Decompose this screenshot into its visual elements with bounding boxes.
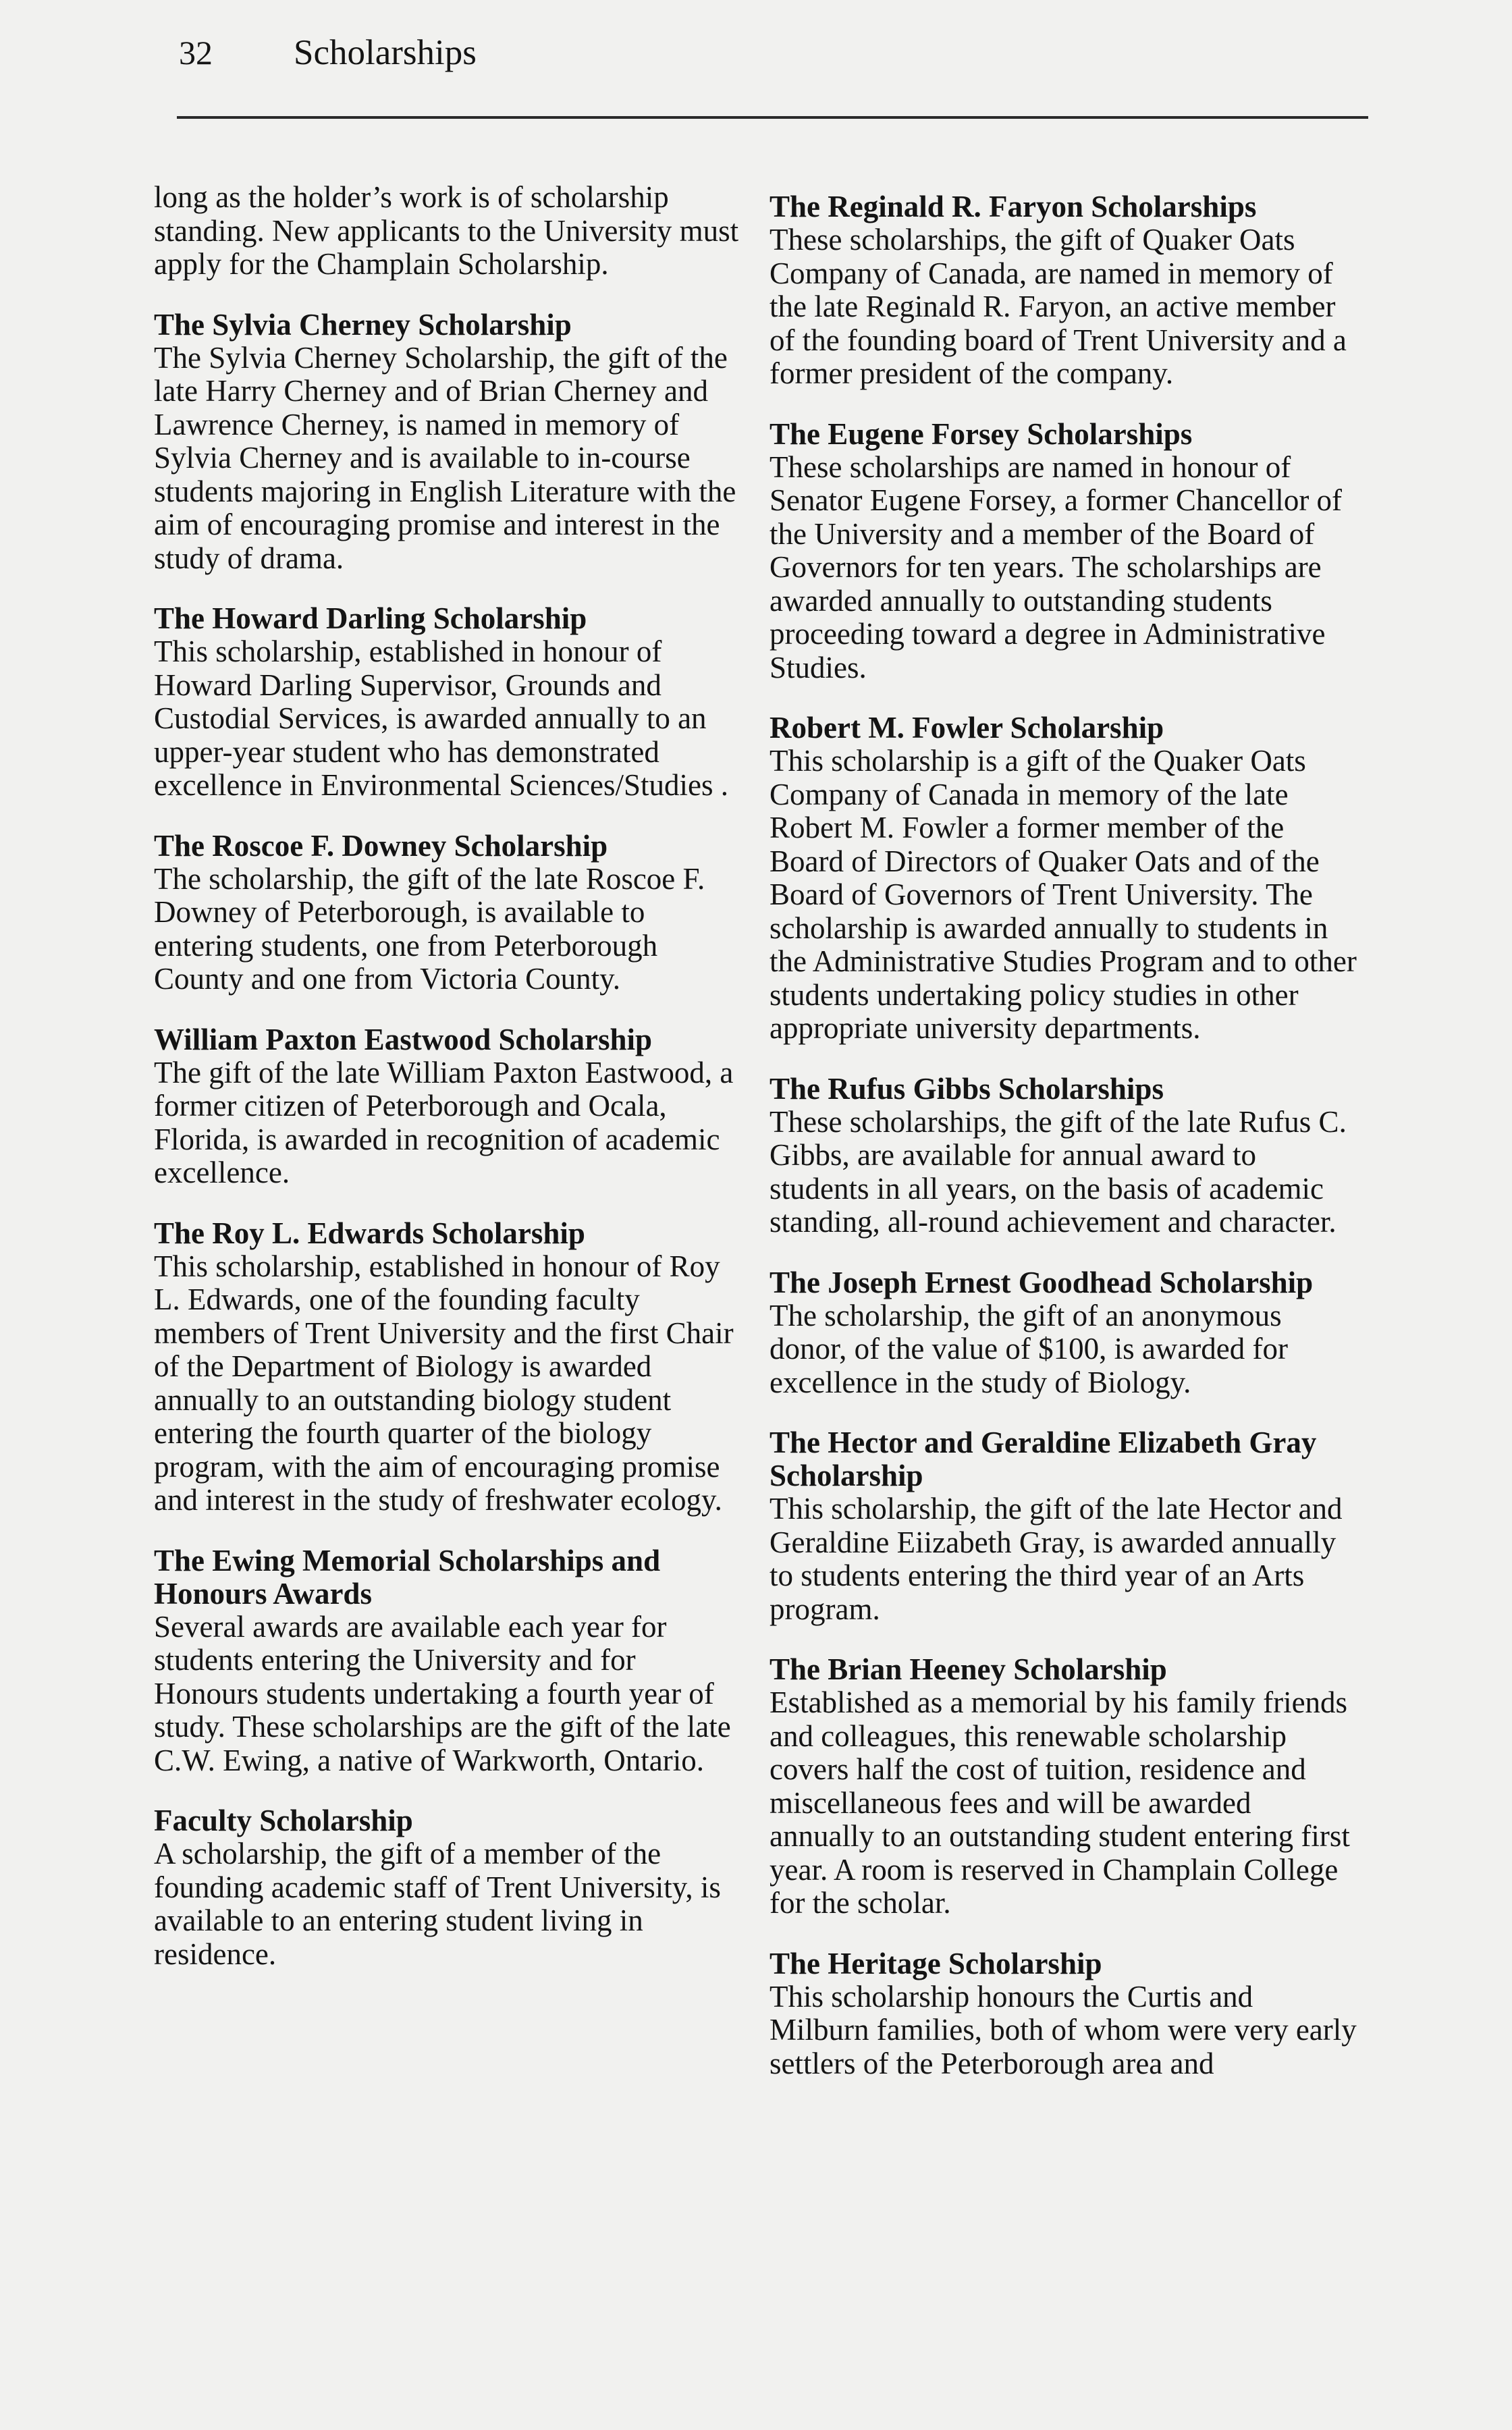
scholarship-entry bbox=[154, 1023, 741, 1190]
scholarship-description: These scholarships, the gift of Quaker Oats Company of Canada, are named in memory of the late Reginald R. Faryon, an active member of the founding board of Trent University and a former president of the company. bbox=[770, 223, 1347, 390]
scholarship-description: The scholarship, the gift of an anonymous donor, of the value of $100, is awarded for excellence in the study of Biology. bbox=[770, 1298, 1288, 1399]
scholarship-title: The Hector and Geraldine Elizabeth Gray Scholarship bbox=[770, 1426, 1317, 1492]
scholarship-title: The Heritage Scholarship bbox=[770, 1946, 1102, 1980]
continuation-text: long as the holder’s work is of scholarship standing. New applicants to the University must apply for the Champlain Scholarship. bbox=[154, 180, 739, 281]
scholarship-description: This scholarship, established in honour of Howard Darling Supervisor, Grounds and Custodial Services, is awarded annually to an upper-year student who has demonstrated excellence in Environmental Sciences/Studies . bbox=[154, 634, 728, 802]
scholarship-title: The Brian Heeney Scholarship bbox=[770, 1652, 1167, 1686]
scholarship-entry bbox=[154, 1217, 741, 1517]
scholarship-title: The Howard Darling Scholarship bbox=[154, 601, 587, 635]
scholarship-description: This scholarship, established in honour of Roy L. Edwards, one of the founding faculty members of Trent University and the first Chair of the Department of Biology is awarded annually to an outstanding biology student entering the fourth quarter of the biology program, with the aim of encouraging promise and interest in the study of freshwater ecology. bbox=[154, 1249, 734, 1517]
scholarship-title: The Reginald R. Faryon Scholarships bbox=[770, 190, 1257, 223]
left-column bbox=[154, 181, 741, 1998]
scholarship-entry bbox=[770, 1266, 1357, 1400]
scholarship-description: The Sylvia Cherney Scholarship, the gift of the late Harry Cherney and of Brian Cherney and Lawrence Cherney, is named in memory of Sylvia Cherney and is available to in-course students majoring in English Literature with the aim of encouraging promise and interest in the study of drama. bbox=[154, 340, 736, 575]
scholarship-description: The gift of the late William Paxton Eastwood, a former citizen of Peterborough and Ocala, Florida, is awarded in recognition of academic excellence. bbox=[154, 1055, 734, 1189]
scholarship-entry bbox=[770, 1653, 1357, 1920]
scholarship-description: This scholarship, the gift of the late Hector and Geraldine Eiizabeth Gray, is awarded annually to students entering the third year of an Arts program. bbox=[770, 1492, 1343, 1626]
scholarship-title: The Eugene Forsey Scholarships bbox=[770, 416, 1193, 451]
header-rule bbox=[177, 116, 1368, 119]
scholarship-entry bbox=[154, 308, 741, 576]
scholarship-entry bbox=[770, 1426, 1357, 1626]
scholarship-title: The Roscoe F. Downey Scholarship bbox=[154, 828, 608, 863]
page-number: 32 bbox=[179, 34, 213, 72]
scholarship-description: These scholarships are named in honour of Senator Eugene Forsey, a former Chancellor of the University and a member of the Board of Governors for ten years. The scholarships are awarded annually to outstanding students proceeding toward a degree in Administrative Studies. bbox=[770, 450, 1343, 684]
scholarship-entry bbox=[770, 418, 1357, 685]
scholarship-title: The Roy L. Edwards Scholarship bbox=[154, 1216, 585, 1250]
page-header bbox=[179, 32, 477, 73]
scholarship-entry bbox=[770, 1073, 1357, 1239]
scholarship-title: William Paxton Eastwood Scholarship bbox=[154, 1022, 653, 1056]
scholarship-title: Robert M. Fowler Scholarship bbox=[770, 711, 1164, 745]
scholarship-entry bbox=[154, 1544, 741, 1778]
scholarship-entry bbox=[154, 1804, 741, 1971]
right-column bbox=[770, 190, 1357, 2107]
scholarship-title: Faculty Scholarship bbox=[154, 1804, 413, 1837]
scholarship-description: Established as a memorial by his family friends and colleagues, this renewable scholarship covers half the cost of tuition, residence and miscellaneous fees and will be awarded annually to an outstanding student entering first year. A room is reserved in Champlain College for the scholar. bbox=[770, 1685, 1350, 1920]
scholarship-title: The Sylvia Cherney Scholarship bbox=[154, 307, 572, 342]
scholarship-entry bbox=[770, 190, 1357, 391]
scholarship-entry bbox=[770, 711, 1357, 1046]
scholarship-entry bbox=[154, 830, 741, 996]
scholarship-description: These scholarships, the gift of the late Rufus C. Gibbs, are available for annual award to students in all years, on the basis of academic standing, all-round achievement and character. bbox=[770, 1104, 1347, 1239]
scholarship-entry bbox=[770, 1947, 1357, 2081]
scholarship-description: A scholarship, the gift of a member of the founding academic staff of Trent University, is available to an entering student living in residence. bbox=[154, 1837, 721, 1971]
scholarship-title: The Rufus Gibbs Scholarships bbox=[770, 1071, 1164, 1106]
scholarship-description: This scholarship honours the Curtis and Milburn families, both of whom were very early settlers of the Peterborough area and bbox=[770, 1979, 1357, 2080]
scholarship-title: The Ewing Memorial Scholarships and Honours Awards bbox=[154, 1543, 661, 1611]
running-head: Scholarships bbox=[294, 33, 477, 72]
scholarship-description: This scholarship is a gift of the Quaker Oats Company of Canada in memory of the late Robert M. Fowler a former member of the Board of Directors of Quaker Oats and of the Board of Governors of Trent University. The scholarship is awarded annually to students in the Administrative Studies Program and to other students undertaking policy studies in other appropriate university departments. bbox=[770, 744, 1357, 1045]
scholarship-entry bbox=[154, 602, 741, 803]
scholarship-description: The scholarship, the gift of the late Roscoe F. Downey of Peterborough, is available to entering students, one from Peterborough County and one from Victoria County. bbox=[154, 861, 705, 996]
scholarship-title: The Joseph Ernest Goodhead Scholarship bbox=[770, 1265, 1314, 1299]
scholarship-description: Several awards are available each year for students entering the University and for Honours students undertaking a fourth year of study. These scholarships are the gift of the late C.W. Ewing, a native of Warkworth, Ontario. bbox=[154, 1609, 731, 1777]
